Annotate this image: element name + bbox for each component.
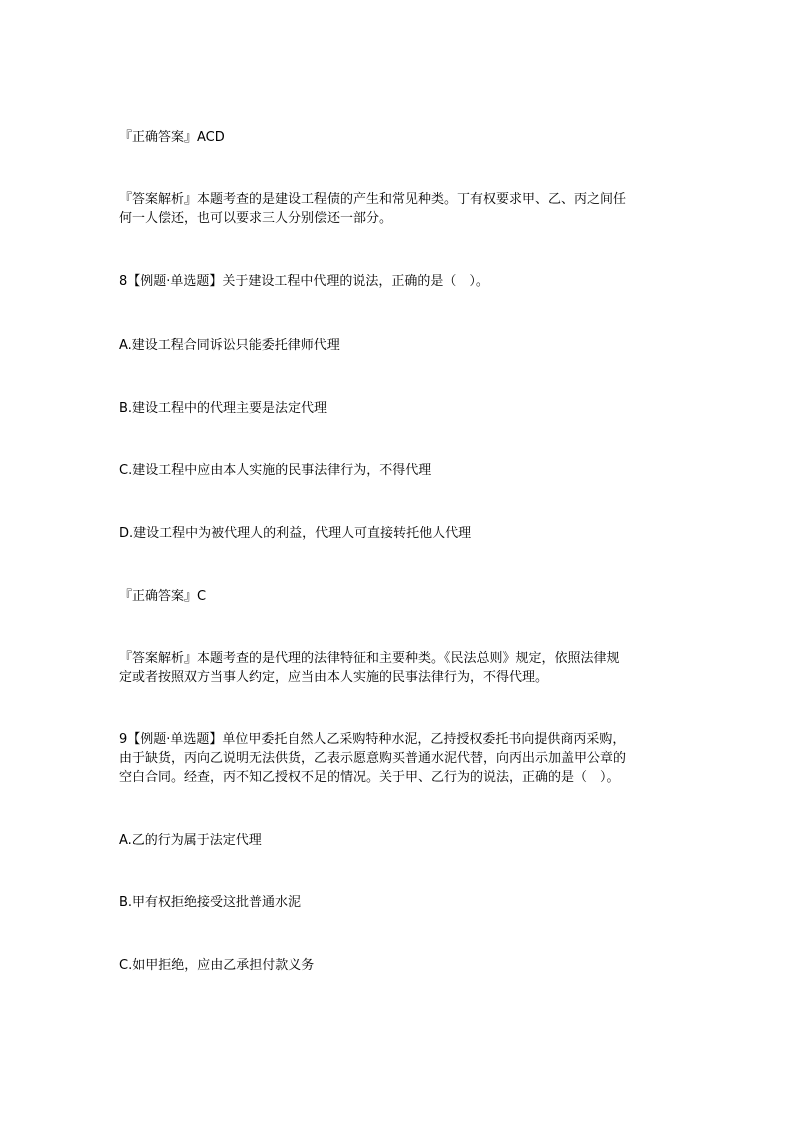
text-line: 定或者按照双方当事人约定，应当由本人实施的民事法律行为，不得代理。	[119, 670, 549, 685]
text-line: 『答案解析』本题考查的是代理的法律特征和主要种类。《民法总则》规定，依照法律规	[119, 651, 620, 666]
option-a-q8	[119, 336, 679, 355]
text-line: B.甲有权拒绝接受这批普通水泥	[119, 895, 302, 910]
text-line: 『正确答案』C	[119, 589, 207, 604]
text-line: A.建设工程合同诉讼只能委托律师代理	[119, 338, 340, 353]
text-line: C.如甲拒绝，应由乙承担付款义务	[119, 958, 315, 973]
option-d-q8	[119, 524, 679, 543]
text-line: 空白合同。经查，丙不知乙授权不足的情况。关于甲、乙行为的说法，正确的是（ ）。	[119, 770, 620, 785]
text-line: C.建设工程中应由本人实施的民事法律行为，不得代理	[119, 463, 432, 478]
analysis-q8	[119, 649, 679, 687]
option-c-q9	[119, 956, 679, 975]
text-line: 9【例题·单选题】单位甲委托自然人乙采购特种水泥，乙持授权委托书向提供商丙采购，	[119, 732, 626, 747]
answer-label-q7	[119, 128, 679, 147]
option-b-q8	[119, 399, 679, 418]
question-9	[119, 730, 679, 787]
option-a-q9	[119, 831, 679, 850]
text-line: 『正确答案』ACD	[119, 130, 225, 145]
option-c-q8	[119, 461, 679, 480]
text-line: A.乙的行为属于法定代理	[119, 833, 262, 848]
text-line: B.建设工程中的代理主要是法定代理	[119, 401, 328, 416]
text-line: 『答案解析』本题考查的是建设工程债的产生和常见种类。丁有权要求甲、乙、丙之间任	[119, 192, 627, 207]
text-line: D.建设工程中为被代理人的利益，代理人可直接转托他人代理	[119, 526, 472, 541]
analysis-q7	[119, 190, 679, 228]
text-line: 8【例题·单选题】关于建设工程中代理的说法，正确的是（ ）。	[119, 274, 489, 289]
text-line: 由于缺货，丙向乙说明无法供货，乙表示愿意购买普通水泥代替，向丙出示加盖甲公章的	[119, 751, 627, 766]
answer-label-q8	[119, 587, 679, 606]
question-8	[119, 272, 679, 291]
text-line: 何一人偿还，也可以要求三人分别偿还一部分。	[119, 211, 393, 226]
option-b-q9	[119, 893, 679, 912]
